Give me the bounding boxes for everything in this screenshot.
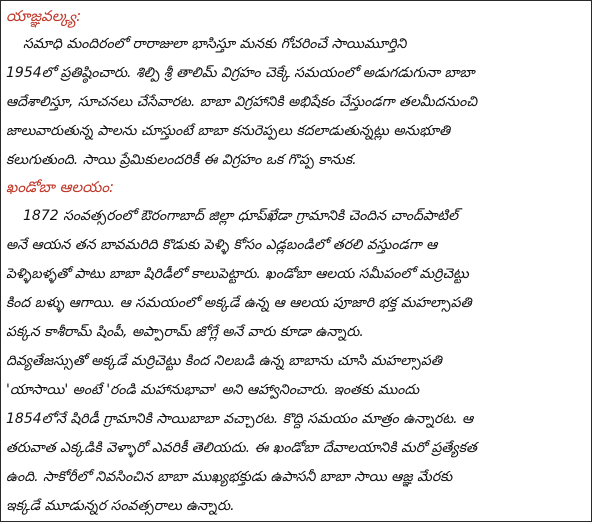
paragraph-line: 'యాసాయి' అంటే 'రండి మహానుభావా' అని ఆహ్వానించారు. ఇంతకు ముందు — [6, 382, 420, 398]
paragraph-line: ఇక్కడే మూడున్నర సంవత్సరాలు ఉన్నారు. — [6, 498, 235, 514]
paragraph-line: పెళ్ళిబళ్ళతో పాటు బాబా షిరిడీలో కాలుపెట్టారు. ఖండోబా ఆలయ సమీపంలో మర్రిచెట్టు — [6, 266, 469, 282]
section-heading-yajnavalkya: యాజ్ఞవల్క్య: — [6, 7, 82, 25]
paragraph-line: తరువాత ఎక్కడికి వెళ్ళారో ఎవరికీ తెలియదు. ఈ ఖండోబా దేవాలయానికి మరో ప్రత్యేకత — [6, 440, 477, 456]
paragraph-line: ఉంది. సాకోరీలో నివసించిన బాబా ముఖ్యభక్తుడు ఉపాసనీ బాబా సాయి ఆజ్ఞ మేరకు — [6, 469, 453, 485]
paragraph-line: సమాధి మందిరంలో రారాజులా భాసిస్తూ మనకు గోచరించే సాయిమూర్తిని — [23, 36, 407, 52]
section-heading-khandoba: ఖండోబా ఆలయం: — [6, 178, 115, 196]
paragraph-line: జాలువారుతున్న పాలను చూస్తుంటే బాబా కనురెప్పలు కదలాడుతున్నట్లు అనుభూతి — [6, 123, 451, 139]
paragraph-line: 1954లో ప్రతిష్ఠించారు. శిల్పి శ్రీ తాలిమ్ విగ్రహం చెక్కే సమయంలో అడుగడుగునా బాబా — [6, 65, 475, 81]
paragraph-line: 1872 సంవత్సరంలో ఔరంగాబాద్ జిల్లా ధూప్‌ఖేడా గ్రామానికి చెందిన చాంద్‌పాటిల్ — [23, 208, 459, 224]
paragraph-line: పక్కన కాశీరామ్ షింపీ, అప్పారామ్ జోగ్లే అనే వారు కూడా ఉన్నారు. — [6, 324, 364, 340]
paragraph-line: అనే ఆయన తన బావమరిది కొడుకు పెళ్ళి కోసం ఎడ్లబండిలో తరలి వస్తుండగా ఆ — [6, 237, 438, 253]
paragraph-line: కింద బళ్ళు ఆగాయి. ఆ సమయంలో అక్కడే ఉన్న ఆ ఆలయ పూజారి భక్త మహల్సాపతి — [6, 295, 472, 311]
paragraph-line: కలుగుతుంది. సాయి ప్రేమికులందరికీ ఈ విగ్రహం ఒక గొప్ప కానుక. — [6, 152, 357, 168]
paragraph-line: 1854లోనే షిరిడీ గ్రామానికి సాయిబాబా వచ్చారట. కొద్ది సమయం మాత్రం ఉన్నారట. ఆ — [6, 411, 474, 427]
paragraph-line: దివ్యతేజస్సుతో అక్కడే మర్రిచెట్టు కింద నిలబడి ఉన్న బాబాను చూసి మహల్సాపతి — [6, 353, 442, 369]
paragraph-line: ఆదేశాలిస్తూ, సూచనలు చేసేవారట. బాబా విగ్రహానికి అభిషేకం చేస్తుండగా తలమీదనుంచి — [6, 94, 478, 110]
